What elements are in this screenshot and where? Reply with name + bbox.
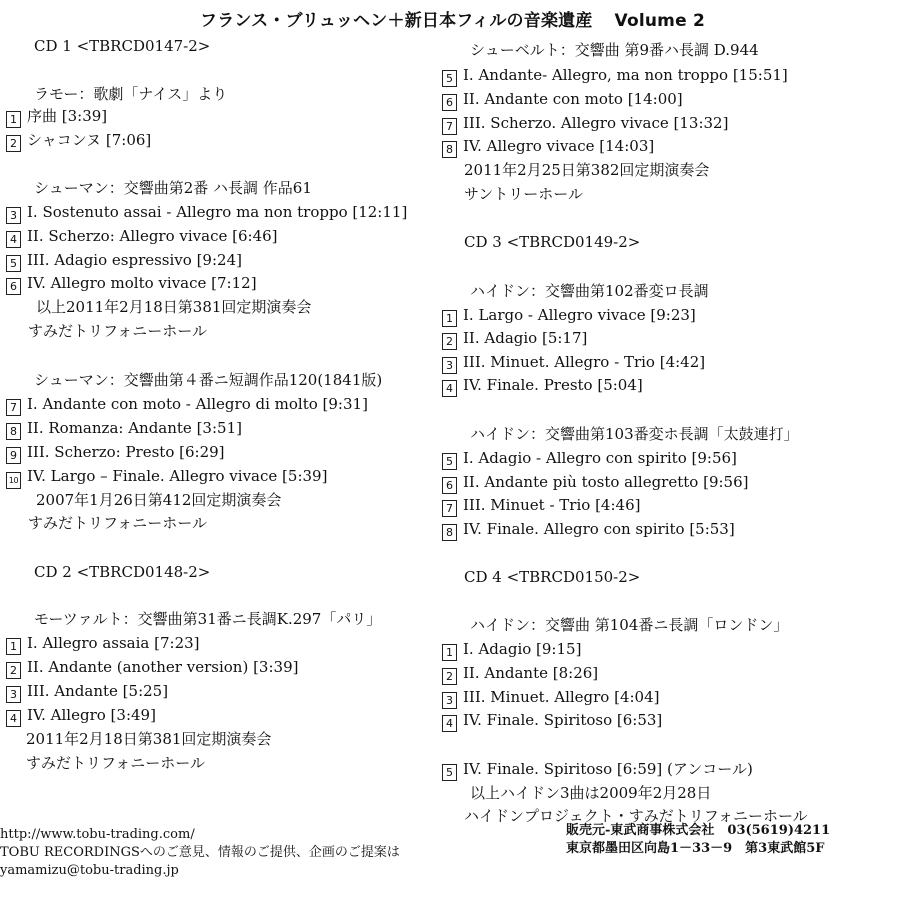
track-title: IV. Allegro molto vivace [7:12] [27,274,257,292]
track-number: 7 [442,118,457,135]
venue-note: すみだトリフォニーホール [28,322,207,340]
track-item [6,466,327,486]
track-item [442,65,788,85]
track-number: 4 [6,231,21,248]
track-item [6,705,156,725]
footer-distributor [566,822,830,858]
address-text: 東京都墨田区向島1－33－9 第3東武館5F [566,841,825,856]
website-link[interactable]: http://www.tobu-trading.com/ [0,827,195,842]
track-number: 2 [6,662,21,679]
track-title: III. Scherzo: Presto [6:29] [27,443,225,461]
track-title: IV. Largo – Finale. Allegro vivace [5:39] [27,467,328,485]
track-item [442,639,581,659]
track-item [6,250,242,270]
track-number: 4 [442,380,457,397]
track-number: 1 [442,644,457,661]
track-title: II. Andante [8:26] [463,664,599,682]
track-item [442,89,683,109]
track-number: 5 [442,70,457,87]
venue-note: サントリーホール [464,185,583,203]
track-title: III. Andante [5:25] [27,682,169,700]
track-title: IV. Allegro vivace [14:03] [463,137,655,155]
track-number: 9 [6,447,21,464]
track-item [442,472,748,492]
track-item [442,136,654,156]
haydn104-work-title: ハイドン：交響曲 第104番ニ長調「ロンドン」 [470,616,789,634]
track-item [6,418,242,438]
feedback-text: TOBU RECORDINGSへのご意見、情報のご提供、企画のご提案は [0,845,400,860]
track-title: IV. Finale. Presto [5:04] [463,376,643,394]
track-number: 1 [6,111,21,128]
track-item [442,663,598,683]
schumann2-work-title: シューマン：交響曲第2番 ハ長調 作品61 [34,179,312,197]
track-item [6,202,407,222]
track-title: I. Sostenuto assai - Allegro ma non troppo [12:11] [27,203,408,221]
track-item [442,328,587,348]
email-link[interactable]: yamamizu@tobu-trading.jp [0,863,179,878]
distributor-text: 販売元-東武商事株式会社 03(5619)4211 [566,823,831,838]
track-title: III. Minuet - Trio [4:46] [463,496,641,514]
track-item [442,495,640,515]
concert-note: 以上2011年2月18日第381回定期演奏会 [36,298,312,316]
concert-note: 2011年2月25日第382回定期演奏会 [464,161,710,179]
track-number: 8 [6,423,21,440]
track-title: I. Andante con moto - Allegro di molto [9:31] [27,395,368,413]
track-number: 4 [442,715,457,732]
track-number: 5 [442,453,457,470]
venue-note: すみだトリフォニーホール [26,754,205,772]
encore-track [442,759,753,779]
track-item [6,273,257,293]
page-title [0,6,905,31]
track-item [442,710,662,730]
track-title: III. Minuet. Allegro [4:04] [463,688,660,706]
cd3-heading: CD 3 <TBRCD0149-2> [464,233,641,251]
footer-contact [0,826,400,880]
mozart-work-title: モーツァルト：交響曲第31番ニ長調K.297「パリ」 [34,610,382,628]
volume-label: Volume 2 [614,11,705,31]
track-title: II. Romanza: Andante [3:51] [27,419,242,437]
track-number: 8 [442,524,457,541]
concert-note: 2007年1月26日第412回定期演奏会 [36,491,282,509]
track-number: 7 [442,500,457,517]
track-title: II. Adagio [5:17] [463,329,588,347]
schubert-work-title: シューベルト：交響曲 第9番ハ長調 D.944 [470,41,759,59]
track-number: 3 [6,207,21,224]
track-title: I. Allegro assaia [7:23] [27,634,200,652]
track-title: IV. Finale. Allegro con spirito [5:53] [463,520,735,538]
track-number: 8 [442,141,457,158]
track-item [442,519,735,539]
track-number: 5 [6,255,21,272]
concert-note: 2011年2月18日第381回定期演奏会 [26,730,272,748]
track-item [6,106,107,126]
track-title: I. Adagio - Allegro con spirito [9:56] [463,449,737,467]
track-number: 5 [442,764,457,781]
track-item [442,352,705,372]
rameau-work-title: ラモー：歌劇「ナイス」より [34,85,228,103]
track-item [442,305,696,325]
track-item [6,442,225,462]
concert-note: 以上ハイドン3曲は2009年2月28日 [470,784,712,802]
track-number: 2 [442,333,457,350]
track-item [6,657,298,677]
venue-note: すみだトリフォニーホール [28,514,207,532]
track-number: 6 [6,278,21,295]
track-item [442,375,643,395]
track-title: IV. Finale. Spiritoso [6:53] [463,711,663,729]
track-title: I. Adagio [9:15] [463,640,582,658]
track-title: II. Andante con moto [14:00] [463,90,683,108]
track-number: 6 [442,477,457,494]
schumann4-work-title: シューマン：交響曲第４番ニ短調作品120(1841版) [34,371,383,389]
track-number: 1 [442,310,457,327]
track-number: 10 [6,472,21,489]
haydn102-work-title: ハイドン：交響曲第102番変ロ長調 [470,282,709,300]
track-title: 序曲 [3:39] [27,107,108,125]
track-number: 6 [442,94,457,111]
track-title: II. Scherzo: Allegro vivace [6:46] [27,227,278,245]
track-title: I. Largo - Allegro vivace [9:23] [463,306,696,324]
track-title: III. Adagio espressivo [9:24] [27,251,242,269]
track-number: 3 [442,692,457,709]
track-number: 7 [6,399,21,416]
track-title: IV. Allegro [3:49] [27,706,156,724]
track-title: II. Andante più tosto allegretto [9:56] [463,473,749,491]
track-number: 2 [442,668,457,685]
track-number: 1 [6,638,21,655]
track-title: シャコンヌ [7:06] [27,131,152,149]
track-item [6,226,278,246]
venue-note: ハイドンプロジェクト・すみだトリフォニーホール [464,807,808,825]
track-title: I. Andante- Allegro, ma non troppo [15:51] [463,66,788,84]
track-item [6,394,368,414]
track-number: 3 [442,357,457,374]
track-item [442,113,728,133]
track-item [6,681,168,701]
track-number: 2 [6,135,21,152]
haydn103-work-title: ハイドン：交響曲第103番変ホ長調「太鼓連打」 [470,425,799,443]
cd4-heading: CD 4 <TBRCD0150-2> [464,568,641,586]
track-number: 4 [6,710,21,727]
track-item [442,448,737,468]
track-item [6,130,151,150]
track-item [442,687,660,707]
cd2-heading: CD 2 <TBRCD0148-2> [34,563,211,581]
track-number: 3 [6,686,21,703]
track-title: II. Andante (another version) [3:39] [27,658,299,676]
track-item [6,633,200,653]
cd1-heading: CD 1 <TBRCD0147-2> [34,37,211,55]
track-title: III. Scherzo. Allegro vivace [13:32] [463,114,729,132]
track-title: IV. Finale. Spiritoso [6:59] (アンコール) [463,760,753,778]
title-text: フランス・ブリュッヘン＋新日本フィルの音楽遺産 [200,11,593,31]
track-title: III. Minuet. Allegro - Trio [4:42] [463,353,706,371]
